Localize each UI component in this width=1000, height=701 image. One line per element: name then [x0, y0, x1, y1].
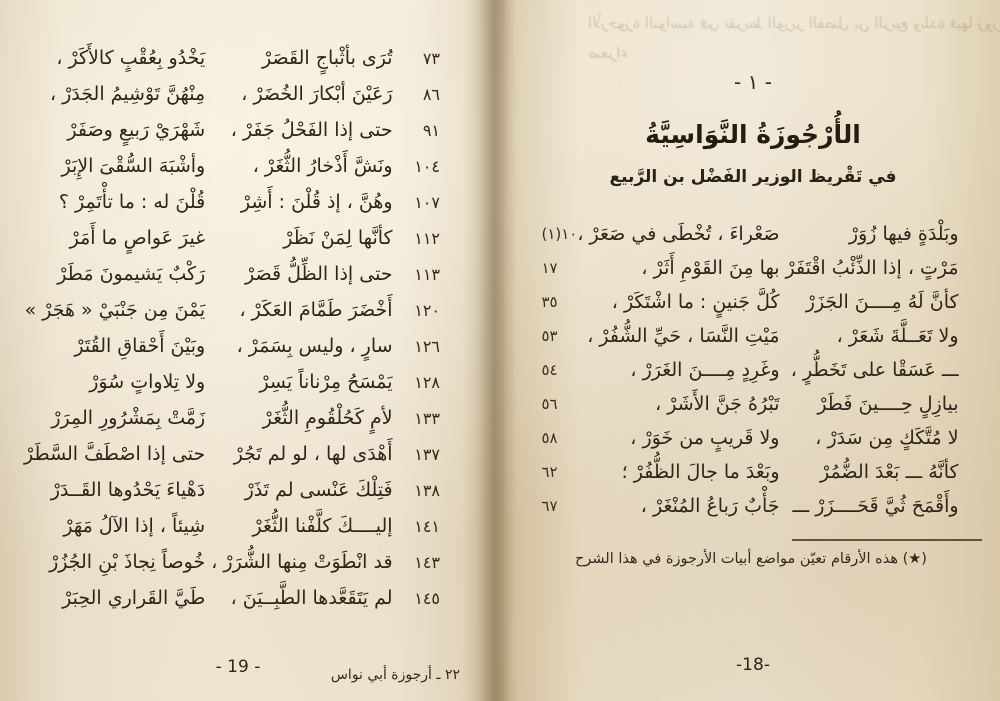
verse-reference-number: ٦٢	[541, 463, 558, 481]
index-reference-number: ١١٢	[414, 228, 440, 248]
verse-row	[537, 285, 968, 319]
index-hemistich-b: سارٍ ، وليس بِسَمَرْ ،	[236, 335, 393, 357]
index-hemistich-b: لم يَتَقَعَّدها الطَّبِــيَنَ ،	[230, 587, 393, 609]
index-hemistich-b: حتى إذا الفَحْلُ جَفَرْ ،	[230, 119, 393, 141]
booklet-signature: ٢٢ ـ أرجوزة أبي نواس	[330, 667, 460, 683]
index-hemistich-a: مِنْهُنَّ تَوْشِيمُ الجَدَرْ ،	[49, 83, 206, 105]
verse-hemistich-b: جَأْبٌ رَباعُ المُنْغَرْ ،	[640, 495, 780, 517]
footnote-text: (★) هذه الأرقام تعيّن مواضع أبيات الأرجوزة في هذا الشرح	[575, 551, 927, 567]
verse-reference-number: ٥٣	[541, 327, 558, 345]
verse-reference-number: ٣٥	[541, 293, 558, 311]
index-hemistich-a: غيرَ عَواصٍ ما أَمَرْ	[69, 227, 206, 249]
verse-hemistich-a: كأنَّ لَهُ مِــــنَ الجَزَرْ	[805, 291, 959, 313]
index-hemistich-a: يَخْدُو بِعُقْبٍ كالأَكَرْ ،	[56, 47, 206, 69]
verse-row	[537, 251, 968, 285]
index-row	[24, 184, 454, 220]
bleed-through-ink: الأرجوزة النواسية في تقريظ الوزير الفضل بن الربيع وبلدة فيها زور صعراء	[588, 14, 1000, 62]
verse-row	[537, 353, 968, 387]
index-row	[24, 436, 454, 472]
index-row	[24, 364, 454, 400]
index-reference-number: ١٤٣	[414, 552, 440, 572]
index-row	[24, 508, 454, 544]
index-reference-number: ٩١	[422, 120, 440, 140]
index-hemistich-b: يَمْسَحُ مِرْناناً يَسِرْ	[259, 371, 393, 393]
verse-hemistich-b: وبَعْدَ ما جالَ الظُّفُرْ ؛	[621, 461, 780, 483]
index-hemistich-b: ونَشَّ أَذْخارُ الثُّغَرْ ،	[252, 155, 393, 177]
index-row	[24, 472, 454, 508]
verse-hemistich-b: وغَرِدٍ مِــــنَ الغَرَرْ ،	[630, 359, 780, 381]
verse-hemistich-b: صَعْراءَ ، تُخْطَى في صَعَرْ ،	[577, 223, 780, 245]
index-row	[24, 112, 454, 148]
verse-row	[537, 217, 968, 251]
verse-row	[537, 489, 968, 523]
index-reference-number: ١٣٣	[414, 408, 440, 428]
index-hemistich-b: أَهْدَى لها ، لو لم تَجُرْ	[233, 443, 393, 465]
verse-hemistich-a: ولا تَعَــلَّةَ شَعَرْ ،	[836, 325, 959, 347]
index-reference-number: ١٠٧	[414, 192, 440, 212]
index-reference-number: ١٣٨	[414, 480, 440, 500]
verse-hemistich-a: وبَلْدَةٍ فيها زُوَرْ	[848, 223, 959, 245]
index-hemistich-b: إليــــكَ كلَّفْنا الثُّغَرْ	[252, 515, 393, 537]
index-hemistich-b: رَعَيْنَ أبْكارَ الخُضَرْ ،	[241, 83, 393, 105]
page-title: الأُرْجُوزَةُ النَّوَاسِيَّةُ	[645, 120, 861, 149]
footnote-divider	[792, 539, 982, 541]
verse-reference-number: ٦٧	[541, 497, 558, 515]
verse-hemistich-a: ـــ عَسَقْا على تَخَطُّرٍ ،	[790, 359, 959, 381]
verse-hemistich-a: لا مُتَّكَكٍ مِن سَدَرْ ،	[815, 427, 959, 449]
index-row	[24, 292, 454, 328]
index-hemistich-b: وهُنَّ ، إذ قُلْنَ : أَشِرْ	[240, 191, 393, 213]
verse-hemistich-b: تَبْرُهُ جَنَّ الأَشَرْ ،	[655, 393, 780, 415]
verse-reference-number: ٥٨	[541, 429, 558, 447]
verse-hemistich-b: ولا قَريبٍ من خَوَرْ ،	[630, 427, 780, 449]
verse-hemistich-b: بها مِنَ القَوْمِ أَثَرْ ،	[641, 257, 780, 279]
verse-reference-number: ١٧	[541, 259, 558, 277]
index-reference-number: ١٢٦	[414, 336, 440, 356]
index-row	[24, 40, 454, 76]
index-row	[24, 148, 454, 184]
page-19	[0, 0, 476, 701]
page-number-18: -18-	[736, 655, 770, 675]
index-hemistich-b: كأنَّها لِمَنْ نَظَرْ	[283, 227, 393, 249]
verse-reference-number: ٥٦	[541, 395, 558, 413]
index-row	[24, 400, 454, 436]
index-row	[24, 580, 454, 616]
index-hemistich-a: وبَيْنَ أَحْقاقِ القُتَرْ	[74, 335, 206, 357]
index-hemistich-b: لأمٍ كَحُلْقُومِ الثُّغَرْ	[262, 407, 393, 429]
index-hemistich-a: ولا تِلاواتٍ سُوَرْ	[89, 371, 206, 393]
index-hemistich-a: حتى إذا اصْطَفَّ السَّطَرْ	[24, 443, 206, 465]
index-hemistich-b: قد انْطَوَتْ مِنها الشُّرَرْ ،	[211, 551, 393, 573]
index-row	[24, 76, 454, 112]
index-reference-number: ١١٣	[414, 264, 440, 284]
index-hemistich-a: يَمْنَ مِن جَنْبَيْ « هَجَرْ »	[24, 299, 206, 321]
verse-table	[537, 217, 968, 523]
index-row	[24, 256, 454, 292]
index-hemistich-b: فَتِلْكَ عَنْسى لم تَذَرْ	[244, 479, 393, 501]
verse-hemistich-a: مَرْتٍ ، إذا الذِّئْبُ اقْتَفَرْ	[785, 257, 959, 279]
index-reference-number: ٨٦	[422, 84, 440, 104]
index-hemistich-a: رَكْبٌ يَشيمونَ مَطَرْ	[57, 263, 206, 285]
verse-hemistich-b: مَيْتِ النَّسَا ، حَيِّ الشُّفُرْ ،	[587, 325, 780, 347]
index-row	[24, 220, 454, 256]
poem-number: - ١ -	[734, 70, 772, 94]
page-number-19: - 19 -	[215, 657, 261, 677]
verse-row	[537, 319, 968, 353]
verse-hemistich-a: كأنَّهُ ـــ بَعْدَ الضُّمُرْ	[819, 461, 959, 483]
verse-hemistich-a: بيازِلٍ حِــــينَ فَطَرْ	[817, 393, 959, 415]
verse-reference-number: ٥٤	[541, 361, 558, 379]
verse-reference-number: ١٠(١)	[541, 225, 578, 243]
index-reference-number: ١٢٠	[414, 300, 440, 320]
index-row	[24, 544, 454, 580]
index-hemistich-a: دَهْياءَ يَحْدُوها القَــدَرْ	[50, 479, 206, 501]
page-18	[506, 0, 1000, 701]
index-hemistich-b: حتى إذا الظِّلُّ قَصَرْ	[245, 263, 393, 285]
verse-hemistich-b: كُلَّ جَنينٍ : ما اشْتَكَرْ ،	[611, 291, 780, 313]
page-subtitle: في تَقْريظ الوزير الفَضْل بن الرَّبيع	[609, 167, 897, 187]
index-hemistich-a: شَهْرَيْ رَبيعٍ وصَفَرْ	[67, 119, 206, 141]
verse-row	[537, 455, 968, 489]
index-reference-number: ١٠٤	[414, 156, 440, 176]
verse-row	[537, 421, 968, 455]
index-reference-number: ٧٣	[422, 48, 440, 68]
index-hemistich-b: تُرَى بأثْباجٍ القَصَرْ	[262, 47, 393, 69]
index-reference-number: ١٢٨	[414, 372, 440, 392]
index-reference-number: ١٤١	[414, 516, 440, 536]
index-reference-number: ١٤٥	[414, 588, 440, 608]
index-hemistich-a: وأشْبَهَ السُّقْىَ الإِبَرْ	[61, 155, 206, 177]
index-hemistich-a: طَيَّ القَراري الحِبَرْ	[62, 587, 206, 609]
index-reference-number: ١٣٧	[414, 444, 440, 464]
index-row	[24, 328, 454, 364]
verse-row	[537, 387, 968, 421]
index-hemistich-a: خُوصاً نِجاذَ بْنِ الجُزُرْ	[49, 551, 206, 573]
index-hemistich-a: شِيئاً ، إذا الآلُ مَهَرْ	[63, 515, 206, 537]
verse-hemistich-a: وأَقْمَحَ ثُيَّ قَحَــــزَرْ ـــ	[792, 495, 959, 517]
verse-index-table	[24, 40, 454, 616]
index-hemistich-a: زَمَّتْ بِمَشْرُورِ المِرَرْ	[51, 407, 206, 429]
index-hemistich-a: قُلْنَ له : ما تأْتَمِرْ ؟	[58, 191, 206, 213]
index-hemistich-b: أَخْضَرَ طَمَّامَ العَكَرْ ،	[239, 299, 393, 321]
